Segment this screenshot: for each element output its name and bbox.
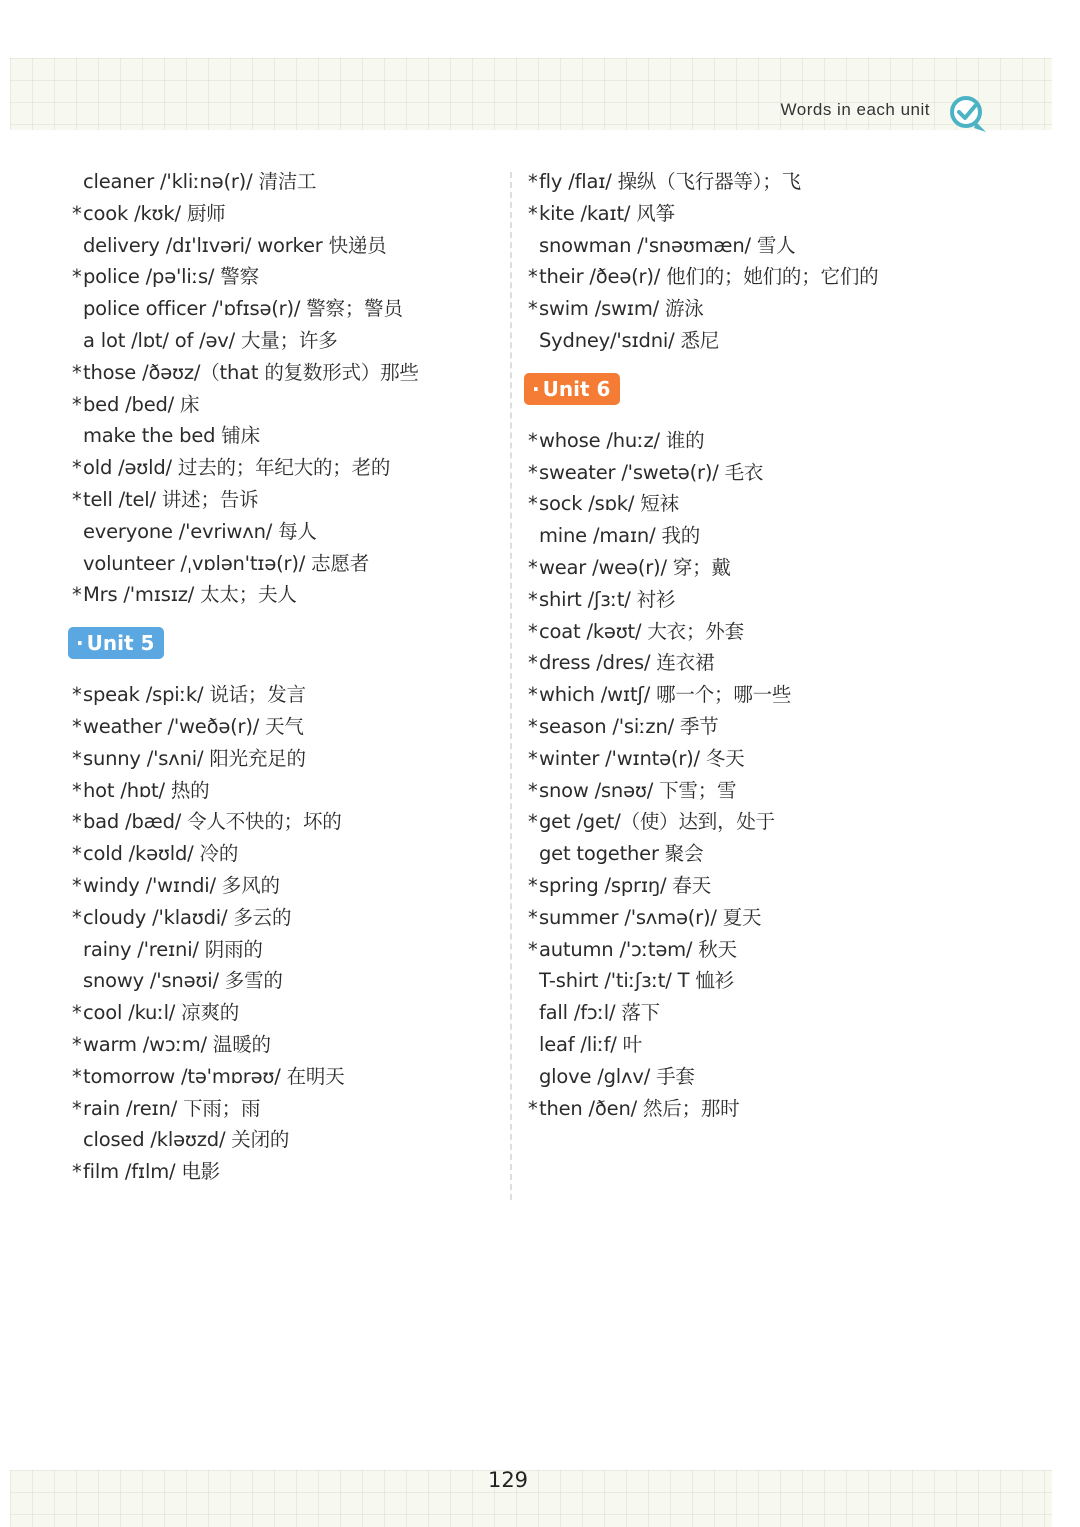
vocab-entry	[528, 838, 878, 870]
vocab-entry	[528, 457, 878, 489]
vocab-entry	[72, 934, 419, 966]
unit6-badge: · Unit 6	[524, 373, 620, 405]
key-word-star: *	[72, 1160, 82, 1184]
key-word-star: *	[72, 683, 82, 707]
key-word-star: *	[72, 487, 82, 511]
key-word-star: *	[528, 297, 538, 321]
key-word-star: *	[72, 842, 82, 866]
vocab-text: Sydney/'sɪdni/ 悉尼	[539, 328, 720, 352]
vocab-text: sunny /'sʌni/ 阳光充足的	[83, 746, 306, 770]
vocab-entry	[72, 838, 419, 870]
vocab-text: shirt /ʃɜːt/ 衬衫	[539, 587, 676, 611]
vocab-text: cloudy /'klaʊdi/ 多云的	[83, 905, 292, 929]
vocab-entry	[72, 198, 419, 230]
vocab-text: season /'siːzn/ 季节	[539, 714, 719, 738]
vocab-text: Mrs /'mɪsɪz/ 太太；夫人	[83, 583, 297, 607]
vocab-entry	[72, 261, 419, 293]
vocab-text: film /fɪlm/ 电影	[83, 1160, 220, 1184]
vocab-entry	[528, 997, 878, 1029]
vocab-text: T-shirt /'tiːʃɜːt/ T 恤衫	[539, 969, 734, 993]
vocab-entry	[528, 425, 878, 457]
vocab-text: rain /reɪn/ 下雨；雨	[83, 1096, 261, 1120]
key-word-star: *	[72, 810, 82, 834]
vocab-entry	[72, 711, 419, 743]
vocab-entry	[528, 1093, 878, 1125]
vocab-text: volunteer /ˌvɒlən'tɪə(r)/ 志愿者	[83, 551, 370, 575]
vocab-entry	[528, 647, 878, 679]
vocab-entry	[72, 452, 419, 484]
vocab-entry	[72, 293, 419, 325]
vocab-entry	[528, 679, 878, 711]
key-word-star: *	[72, 778, 82, 802]
vocab-entry	[528, 775, 878, 807]
header-title: Words in each unit	[780, 100, 930, 119]
vocab-entry	[528, 198, 878, 230]
vocab-entry	[528, 1061, 878, 1093]
vocab-text: tell /tel/ 讲述；告诉	[83, 487, 259, 511]
vocab-entry	[72, 1029, 419, 1061]
vocab-text: swim /swɪm/ 游泳	[539, 297, 704, 321]
key-word-star: *	[72, 360, 82, 384]
page-number: 129	[487, 1468, 529, 1492]
left-column	[72, 166, 419, 1188]
vocab-entry	[72, 420, 419, 452]
unit5-badge: · Unit 5	[68, 627, 164, 659]
vocab-text: warm /wɔːm/ 温暖的	[83, 1032, 271, 1056]
vocab-text: dress /dres/ 连衣裙	[539, 651, 715, 675]
vocab-text: then /ðen/ 然后；那时	[539, 1096, 740, 1120]
vocab-entry	[528, 870, 878, 902]
vocab-entry	[72, 997, 419, 1029]
key-word-star: *	[72, 1001, 82, 1025]
key-word-star: *	[528, 683, 538, 707]
vocab-text: whose /huːz/ 谁的	[539, 428, 705, 452]
vocab-text: sock /sɒk/ 短袜	[539, 492, 679, 516]
unit6-word-list	[528, 425, 878, 1125]
key-word-star: *	[528, 619, 538, 643]
key-word-star: *	[528, 1096, 538, 1120]
vocab-entry	[528, 230, 878, 262]
vocab-text: a lot /lɒt/ of /əv/ 大量；许多	[83, 328, 338, 352]
vocab-entry	[528, 965, 878, 997]
key-word-star: *	[72, 456, 82, 480]
vocab-entry	[72, 965, 419, 997]
vocab-entry	[72, 806, 419, 838]
vocab-entry	[72, 230, 419, 262]
vocab-text: which /wɪtʃ/ 哪一个；哪一些	[539, 683, 792, 707]
vocab-text: fall /fɔːl/ 落下	[539, 1001, 660, 1025]
vocab-entry	[528, 166, 878, 198]
column-divider	[510, 172, 512, 1200]
vocab-text: everyone /'evriwʌn/ 每人	[83, 519, 317, 543]
vocab-entry	[528, 325, 878, 357]
vocab-entry	[528, 520, 878, 552]
vocab-text: sweater /'swetə(r)/ 毛衣	[539, 460, 764, 484]
vocab-entry	[72, 775, 419, 807]
vocab-text: get together 聚会	[539, 842, 704, 866]
vocab-text: those /ðəʊz/（that 的复数形式）那些	[83, 360, 419, 384]
vocab-text: hot /hɒt/ 热的	[83, 778, 210, 802]
vocab-text: kite /kaɪt/ 风筝	[539, 201, 675, 225]
key-word-star: *	[528, 265, 538, 289]
key-word-star: *	[528, 714, 538, 738]
vocab-entry	[72, 679, 419, 711]
vocab-entry	[528, 616, 878, 648]
key-word-star: *	[528, 810, 538, 834]
key-word-star: *	[528, 555, 538, 579]
vocab-text: summer /'sʌmə(r)/ 夏天	[539, 905, 762, 929]
vocab-text: snowman /'snəʊmæn/ 雪人	[539, 233, 796, 257]
key-word-star: *	[528, 587, 538, 611]
vocab-text: rainy /'reɪni/ 阴雨的	[83, 937, 263, 961]
key-word-star: *	[72, 583, 82, 607]
vocab-entry	[72, 516, 419, 548]
vocab-entry	[528, 293, 878, 325]
unit5-word-list	[72, 679, 419, 1188]
key-word-star: *	[528, 428, 538, 452]
vocab-entry	[72, 484, 419, 516]
vocab-text: glove /glʌv/ 手套	[539, 1064, 695, 1088]
key-word-star: *	[72, 1096, 82, 1120]
vocab-text: their /ðeə(r)/ 他们的；她们的；它们的	[539, 265, 879, 289]
vocab-text: weather /'weðə(r)/ 天气	[83, 714, 304, 738]
unit5-continued-word-list	[528, 166, 878, 357]
vocab-text: mine /maɪn/ 我的	[539, 524, 701, 548]
vocab-text: old /əʊld/ 过去的；年纪大的；老的	[83, 456, 391, 480]
vocab-text: delivery /dɪ'lɪvəri/ worker 快递员	[83, 233, 387, 257]
vocab-text: cold /kəʊld/ 冷的	[83, 842, 239, 866]
vocab-text: snow /snəʊ/ 下雪；雪	[539, 778, 737, 802]
key-word-star: *	[72, 265, 82, 289]
vocab-entry	[528, 902, 878, 934]
vocab-entry	[72, 1124, 419, 1156]
vocab-entry	[72, 1061, 419, 1093]
vocab-entry	[72, 1093, 419, 1125]
vocab-entry	[72, 870, 419, 902]
vocab-entry	[528, 552, 878, 584]
vocab-text: coat /kəʊt/ 大衣；外套	[539, 619, 744, 643]
vocab-text: bed /bed/ 床	[83, 392, 200, 416]
key-word-star: *	[72, 873, 82, 897]
vocab-text: cleaner /'kliːnə(r)/ 清洁工	[83, 170, 317, 193]
vocab-entry	[528, 261, 878, 293]
vocab-text: fly /flaɪ/ 操纵（飞行器等）；飞	[539, 170, 801, 193]
vocab-text: bad /bæd/ 令人不快的；坏的	[83, 810, 342, 834]
key-word-star: *	[72, 746, 82, 770]
vocab-entry	[528, 1029, 878, 1061]
vocab-text: make the bed 铺床	[83, 424, 260, 448]
key-word-star: *	[528, 170, 538, 193]
vocab-text: spring /sprɪŋ/ 春天	[539, 873, 712, 897]
vocab-text: get /get/（使）达到，处于	[539, 810, 775, 834]
key-word-star: *	[528, 492, 538, 516]
vocab-text: windy /'wɪndi/ 多风的	[83, 873, 280, 897]
vocab-text: closed /kləʊzd/ 关闭的	[83, 1128, 290, 1152]
key-word-star: *	[528, 460, 538, 484]
vocab-entry	[72, 548, 419, 580]
key-word-star: *	[528, 201, 538, 225]
key-word-star: *	[528, 905, 538, 929]
vocab-entry	[72, 166, 419, 198]
vocab-entry	[528, 711, 878, 743]
vocab-entry	[72, 1156, 419, 1188]
key-word-star: *	[528, 651, 538, 675]
vocab-entry	[528, 934, 878, 966]
vocab-entry	[72, 902, 419, 934]
vocab-text: police /pə'liːs/ 警察	[83, 265, 259, 289]
vocab-text: wear /weə(r)/ 穿；戴	[539, 555, 731, 579]
key-word-star: *	[72, 1064, 82, 1088]
vocab-entry	[528, 584, 878, 616]
key-word-star: *	[528, 873, 538, 897]
vocab-text: winter /'wɪntə(r)/ 冬天	[539, 746, 745, 770]
vocab-text: speak /spiːk/ 说话；发言	[83, 683, 306, 707]
unit4-word-list	[72, 166, 419, 611]
key-word-star: *	[528, 778, 538, 802]
unit5-heading	[68, 627, 419, 667]
key-word-star: *	[528, 937, 538, 961]
vocab-text: police officer /'ɒfɪsə(r)/ 警察；警员	[83, 297, 403, 321]
vocab-entry	[528, 743, 878, 775]
vocab-text: cool /kuːl/ 凉爽的	[83, 1001, 240, 1025]
vocab-text: cook /kʊk/ 厨师	[83, 201, 226, 225]
vocab-text: tomorrow /tə'mɒrəʊ/ 在明天	[83, 1064, 345, 1088]
right-column	[528, 166, 878, 1124]
checkmark-bubble-icon	[946, 94, 990, 134]
key-word-star: *	[72, 714, 82, 738]
key-word-star: *	[528, 746, 538, 770]
vocab-entry	[72, 357, 419, 389]
vocab-entry	[528, 806, 878, 838]
vocab-text: snowy /'snəʊi/ 多雪的	[83, 969, 283, 993]
vocab-entry	[72, 579, 419, 611]
key-word-star: *	[72, 201, 82, 225]
vocab-text: leaf /liːf/ 叶	[539, 1032, 642, 1056]
key-word-star: *	[72, 1032, 82, 1056]
unit6-heading	[524, 373, 878, 413]
vocab-entry	[72, 325, 419, 357]
key-word-star: *	[72, 905, 82, 929]
vocab-entry	[528, 488, 878, 520]
key-word-star: *	[72, 392, 82, 416]
vocab-text: autumn /'ɔːtəm/ 秋天	[539, 937, 737, 961]
vocab-entry	[72, 743, 419, 775]
vocab-entry	[72, 389, 419, 421]
